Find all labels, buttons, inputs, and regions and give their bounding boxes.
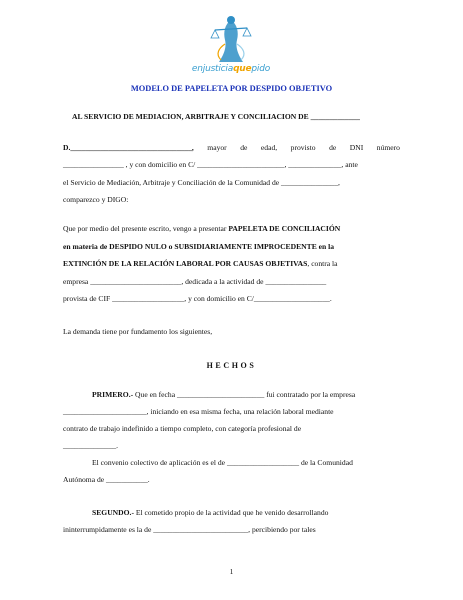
body-text: Que por medio del presente escrito, vengo a presentar	[63, 224, 229, 233]
primero-line-1	[92, 390, 355, 400]
body-bold-text: EXTINCIÓN DE LA RELACIÓN LABORAL POR CAUSAS OBJETIVAS	[63, 259, 308, 268]
demanda-line: La demanda tiene por fundamento los siguientes,	[63, 327, 213, 336]
intro-name-field: D.________________________________,	[63, 143, 194, 152]
document-title: MODELO DE PAPELETA POR DESPIDO OBJETIVO	[130, 84, 333, 93]
segundo-line-2: ininterrumpidamente es la de _________________________, percibiendo por tales	[63, 525, 316, 534]
justice-figure-icon	[185, 14, 277, 66]
intro-word: provisto	[290, 143, 316, 152]
addressee-line: AL SERVICIO DE MEDIACION, ARBITRAJE Y CONCILIACION DE _____________	[72, 112, 360, 121]
logo-text-part1: enjusticia	[191, 64, 234, 74]
intro-line-4: comparezco y DIGO:	[63, 195, 129, 204]
intro-word: edad,	[260, 143, 278, 152]
primero-text: Que en fecha _______________________ fui contratado por la empresa	[133, 390, 356, 399]
segundo-label: SEGUNDO.-	[92, 508, 134, 517]
body-text: , contra la	[307, 259, 338, 268]
body-line-3	[63, 259, 338, 269]
segundo-line-1	[92, 508, 328, 518]
page-number: 1	[229, 567, 234, 576]
intro-word: de	[240, 143, 248, 152]
body-line-2: en materia de DESPIDO NULO o SUBSIDIARIAMENTE IMPROCEDENTE en la	[63, 242, 335, 251]
primero-line-4: ______________.	[63, 441, 119, 450]
segundo-text: El cometido propio de la actividad que he venido desarrollando	[133, 508, 329, 517]
logo-text-part2: que	[233, 64, 252, 74]
body-line-1	[63, 224, 340, 234]
primero-line-3: contrato de trabajo indefinido a tiempo completo, con categoría profesional de	[63, 424, 302, 433]
intro-word: DNI	[349, 143, 364, 152]
intro-line-2: ________________ , y con domicilio en C/ _______________________, ______________, ante	[63, 160, 358, 169]
intro-line-1	[63, 143, 400, 153]
intro-word: número	[376, 143, 400, 152]
logo-text-part3: pido	[251, 64, 271, 74]
hechos-heading: HECHOS	[206, 361, 257, 370]
convenio-line-1: El convenio colectivo de aplicación es el de ___________________ de la Comunidad	[92, 458, 353, 467]
logo	[185, 14, 277, 82]
convenio-line-2: Autónoma de ___________.	[63, 475, 150, 484]
primero-label: PRIMERO.-	[92, 390, 134, 399]
primero-line-2: ______________________, iniciando en esa misma fecha, una relación laboral mediante	[63, 407, 334, 416]
body-line-5: provista de CIF ___________________, y con domicilio en C/____________________.	[63, 294, 332, 303]
body-bold-text: PAPELETA DE CONCILIACIÓN	[228, 224, 341, 233]
intro-word: de	[329, 143, 337, 152]
body-line-4: empresa ________________________, dedicada a la actividad de ________________	[63, 277, 327, 286]
intro-line-3: el Servicio de Mediación, Arbitraje y Conciliación de la Comunidad de _______________,	[63, 178, 340, 187]
intro-word: mayor	[207, 143, 227, 152]
logo-wordmark	[185, 64, 277, 74]
